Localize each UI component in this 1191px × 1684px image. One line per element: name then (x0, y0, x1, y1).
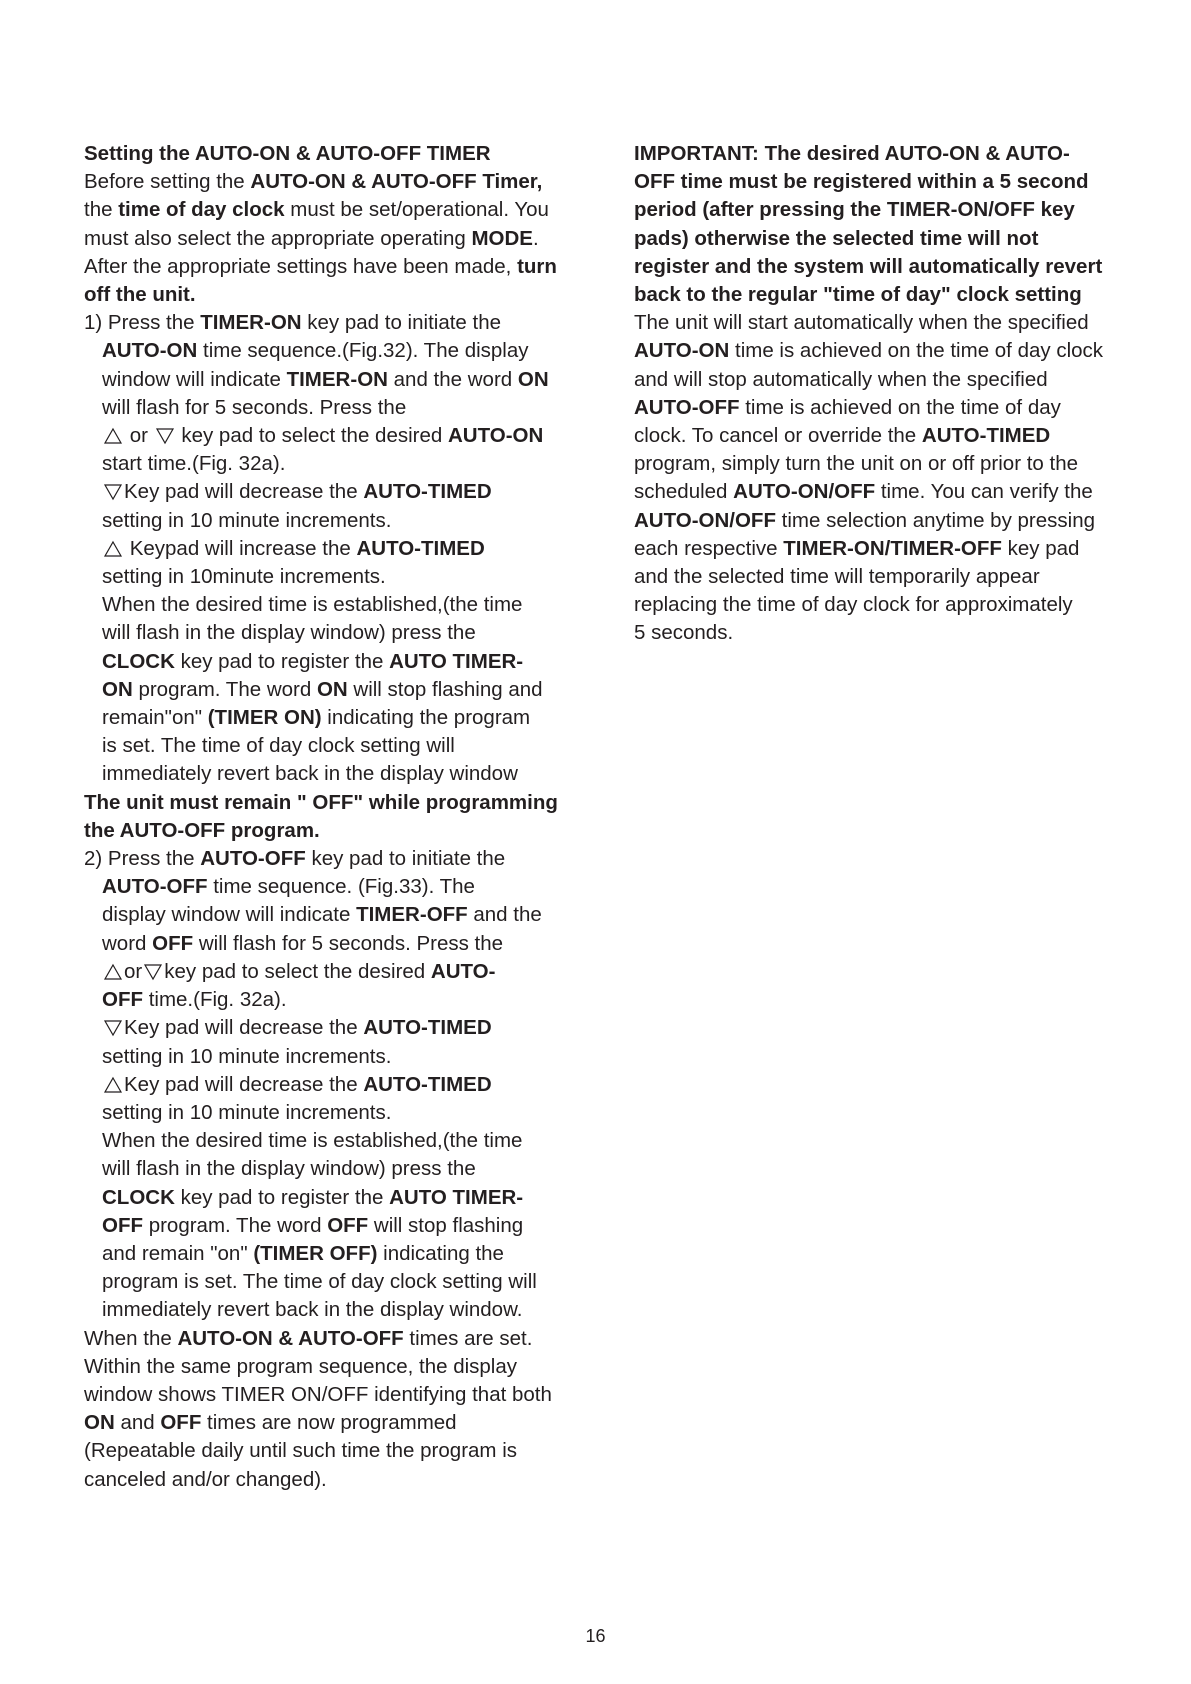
intro-line: Before setting the AUTO-ON & AUTO-OFF Timer, (84, 170, 543, 194)
step2-line: OFF time.(Fig. 32a). (102, 988, 287, 1012)
intro-line: After the appropriate settings have been made, turn (84, 254, 557, 278)
step2-line: Key pad will decrease the AUTO-TIMED (84, 1014, 594, 1042)
step2-line: immediately revert back in the display window. (102, 1298, 523, 1322)
important-notice: OFF time must be registered within a 5 second (634, 170, 1089, 194)
step2-line: word OFF will flash for 5 seconds. Press the (102, 931, 504, 955)
step2-line: setting in 10 minute increments. (102, 1044, 392, 1068)
step1-line: AUTO-ON time sequence.(Fig.32). The display (102, 339, 529, 363)
important-notice: IMPORTANT: The desired AUTO-ON & AUTO- (634, 142, 1070, 165)
step2-line: CLOCK key pad to register the AUTO TIMER- (102, 1185, 524, 1209)
triangle-down-icon (103, 483, 123, 501)
programming-note: The unit must remain " OFF" while programming (84, 790, 558, 814)
step1-line: window will indicate TIMER-ON and the word ON (102, 367, 549, 391)
step1-line: will flash in the display window) press the (102, 621, 476, 645)
right-column (634, 140, 1144, 648)
triangle-down-icon (103, 1019, 123, 1037)
left-column (84, 140, 594, 1494)
outro-line: When the AUTO-ON & AUTO-OFF times are set. (84, 1326, 533, 1350)
step1-line: setting in 10 minute increments. (102, 508, 392, 532)
triangle-up-icon (103, 963, 123, 981)
programming-note: the AUTO-OFF program. (84, 818, 320, 842)
outro-line: (Repeatable daily until such time the program is (84, 1439, 517, 1463)
outro-line: Within the same program sequence, the display (84, 1354, 518, 1378)
step1-line: immediately revert back in the display window (102, 762, 518, 786)
step2-line: When the desired time is established,(the time (102, 1129, 523, 1153)
body-line: AUTO-OFF time is achieved on the time of day (634, 395, 1061, 419)
step1-line: remain"on" (TIMER ON) indicating the program (102, 706, 531, 730)
step1-line: When the desired time is established,(the time (102, 593, 523, 617)
step1-line: Keypad will increase the AUTO-TIMED (84, 535, 594, 563)
important-notice: pads) otherwise the selected time will not (634, 226, 1039, 250)
body-line: program, simply turn the unit on or off prior to the (634, 452, 1079, 476)
body-line: AUTO-ON time is achieved on the time of day clock (634, 339, 1104, 363)
intro-line: off the unit. (84, 283, 196, 307)
step2-line: program is set. The time of day clock setting will (102, 1270, 537, 1294)
body-line: The unit will start automatically when the specified (634, 311, 1089, 335)
step2-line: setting in 10 minute increments. (102, 1100, 392, 1124)
step1-line: 1) Press the TIMER-ON key pad to initiate the (84, 311, 502, 335)
step2-line: 2) Press the AUTO-OFF key pad to initiate the (84, 847, 506, 871)
body-line: 5 seconds. (634, 621, 734, 645)
intro-line: the time of day clock must be set/operational. You (84, 198, 549, 222)
step1-line: Key pad will decrease the AUTO-TIMED (84, 478, 594, 506)
important-notice: period (after pressing the TIMER-ON/OFF key (634, 198, 1075, 222)
body-line: replacing the time of day clock for approximately (634, 593, 1073, 617)
triangle-up-icon (103, 540, 123, 558)
intro-line: must also select the appropriate operating MODE. (84, 226, 539, 250)
outro-line: canceled and/or changed). (84, 1467, 327, 1491)
body-line: each respective TIMER-ON/TIMER-OFF key pad (634, 536, 1080, 560)
step1-line: start time.(Fig. 32a). (102, 452, 286, 476)
step2-line: will flash in the display window) press the (102, 1157, 476, 1181)
outro-line: window shows TIMER ON/OFF identifying that both (84, 1382, 552, 1406)
step1-line: CLOCK key pad to register the AUTO TIMER- (102, 649, 524, 673)
step1-line: ON program. The word ON will stop flashing and (102, 677, 543, 701)
page-number: 16 (585, 1626, 606, 1646)
step2-line: AUTO-OFF time sequence. (Fig.33). The (102, 875, 475, 899)
step2-line: or key pad to select the desired AUTO- (84, 958, 594, 986)
triangle-up-icon (103, 427, 123, 445)
step2-line: Key pad will decrease the AUTO-TIMED (84, 1071, 594, 1099)
step2-line: OFF program. The word OFF will stop flashing (102, 1213, 524, 1237)
step1-line: or key pad to select the desired AUTO-ON (84, 422, 594, 450)
body-line: clock. To cancel or override the AUTO-TIMED (634, 424, 1051, 448)
step1-line: will flash for 5 seconds. Press the (102, 395, 407, 419)
important-notice: register and the system will automatically revert (634, 254, 1103, 278)
important-notice: back to the regular "time of day" clock setting (634, 283, 1082, 307)
triangle-up-icon (103, 1076, 123, 1094)
body-line: and will stop automatically when the specified (634, 367, 1048, 391)
body-line: scheduled AUTO-ON/OFF time. You can verify the (634, 480, 1093, 504)
step2-line: display window will indicate TIMER-OFF and the (102, 903, 542, 927)
triangle-down-icon (155, 427, 175, 445)
body-line: AUTO-ON/OFF time selection anytime by pressing (634, 508, 1095, 532)
step1-line: setting in 10minute increments. (102, 565, 386, 589)
step1-line: is set. The time of day clock setting will (102, 734, 455, 758)
section-title: Setting the AUTO-ON & AUTO-OFF TIMER (84, 142, 491, 165)
step2-line: and remain "on" (TIMER OFF) indicating the (102, 1241, 504, 1265)
outro-line: ON and OFF times are now programmed (84, 1411, 457, 1435)
body-line: and the selected time will temporarily appear (634, 565, 1040, 589)
triangle-down-icon (143, 963, 163, 981)
